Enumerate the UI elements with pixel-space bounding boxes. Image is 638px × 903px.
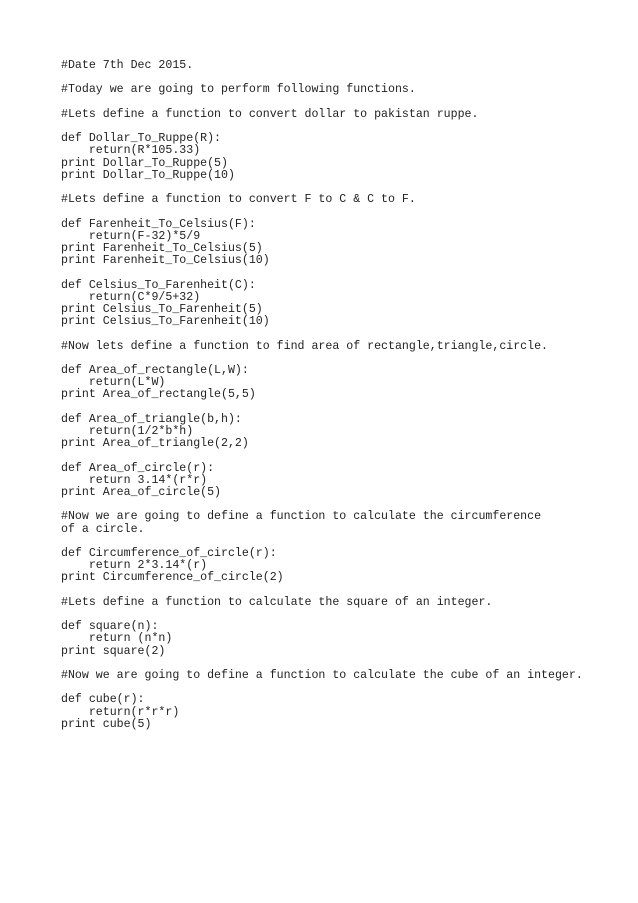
code-line: print Dollar_To_Ruppe(5) bbox=[61, 156, 228, 170]
code-block bbox=[61, 133, 621, 182]
code-line: return 2*3.14*(r) bbox=[61, 559, 208, 573]
code-block bbox=[61, 463, 621, 500]
code-line: return(1/2*b*h) bbox=[61, 424, 194, 438]
code-block bbox=[61, 548, 621, 585]
code-block bbox=[61, 597, 621, 609]
code-block bbox=[61, 109, 621, 121]
code-line: def Area_of_circle(r): bbox=[61, 461, 215, 475]
code-block bbox=[61, 511, 621, 535]
code-line: print Celsius_To_Farenheit(10) bbox=[61, 315, 270, 329]
code-line: def square(n): bbox=[61, 620, 159, 634]
code-block bbox=[61, 60, 621, 72]
code-block bbox=[61, 84, 621, 96]
comment-line: #Date 7th Dec 2015. bbox=[61, 59, 194, 72]
code-line: return 3.14*(r*r) bbox=[61, 473, 208, 487]
code-line: def Celsius_To_Farenheit(C): bbox=[61, 278, 256, 292]
code-block bbox=[61, 670, 621, 682]
code-block bbox=[61, 219, 621, 268]
code-line: print Area_of_circle(5) bbox=[61, 485, 222, 499]
comment-line: #Lets define a function to convert F to C & C to F. bbox=[61, 193, 416, 207]
code-line: print Farenheit_To_Celsius(10) bbox=[61, 254, 270, 268]
code-line: def Circumference_of_circle(r): bbox=[61, 546, 277, 560]
code-block bbox=[61, 694, 621, 731]
code-line: def Area_of_triangle(b,h): bbox=[61, 412, 242, 426]
code-block bbox=[61, 194, 621, 206]
code-line: print cube(5) bbox=[61, 717, 152, 731]
code-line: return(L*W) bbox=[61, 376, 166, 390]
code-line: print Circumference_of_circle(2) bbox=[61, 571, 284, 585]
code-line: return(F-32)*5/9 bbox=[61, 229, 201, 243]
code-block bbox=[61, 365, 621, 402]
code-block bbox=[61, 280, 621, 329]
code-line: print Area_of_rectangle(5,5) bbox=[61, 388, 256, 402]
code-block bbox=[61, 341, 621, 353]
code-line: def Area_of_rectangle(L,W): bbox=[61, 363, 249, 377]
code-line: return (n*n) bbox=[61, 632, 173, 646]
code-line: return(r*r*r) bbox=[61, 705, 180, 719]
comment-line: #Lets define a function to calculate the square of an integer. bbox=[61, 595, 493, 609]
code-block bbox=[61, 621, 621, 658]
code-listing bbox=[61, 60, 621, 743]
comment-line: #Lets define a function to convert dollar to pakistan ruppe. bbox=[61, 107, 479, 121]
comment-line: #Now we are going to define a function to calculate the cube of an integer. bbox=[61, 668, 583, 682]
comment-line: #Today we are going to perform following functions. bbox=[61, 83, 416, 97]
code-block bbox=[61, 414, 621, 451]
comment-line: #Now lets define a function to find area of rectangle,triangle,circle. bbox=[61, 339, 549, 353]
code-line: print Celsius_To_Farenheit(5) bbox=[61, 302, 263, 316]
code-line: print Area_of_triangle(2,2) bbox=[61, 437, 249, 451]
code-line: print Farenheit_To_Celsius(5) bbox=[61, 241, 263, 255]
comment-line: #Now we are going to define a function to calculate the circumference of a circle. bbox=[61, 510, 542, 536]
code-line: print square(2) bbox=[61, 644, 166, 658]
code-line: def Dollar_To_Ruppe(R): bbox=[61, 132, 222, 146]
code-line: return(C*9/5+32) bbox=[61, 290, 201, 304]
code-line: print Dollar_To_Ruppe(10) bbox=[61, 168, 235, 182]
code-line: return(R*105.33) bbox=[61, 144, 201, 158]
code-line: def cube(r): bbox=[61, 693, 145, 707]
code-line: def Farenheit_To_Celsius(F): bbox=[61, 217, 256, 231]
